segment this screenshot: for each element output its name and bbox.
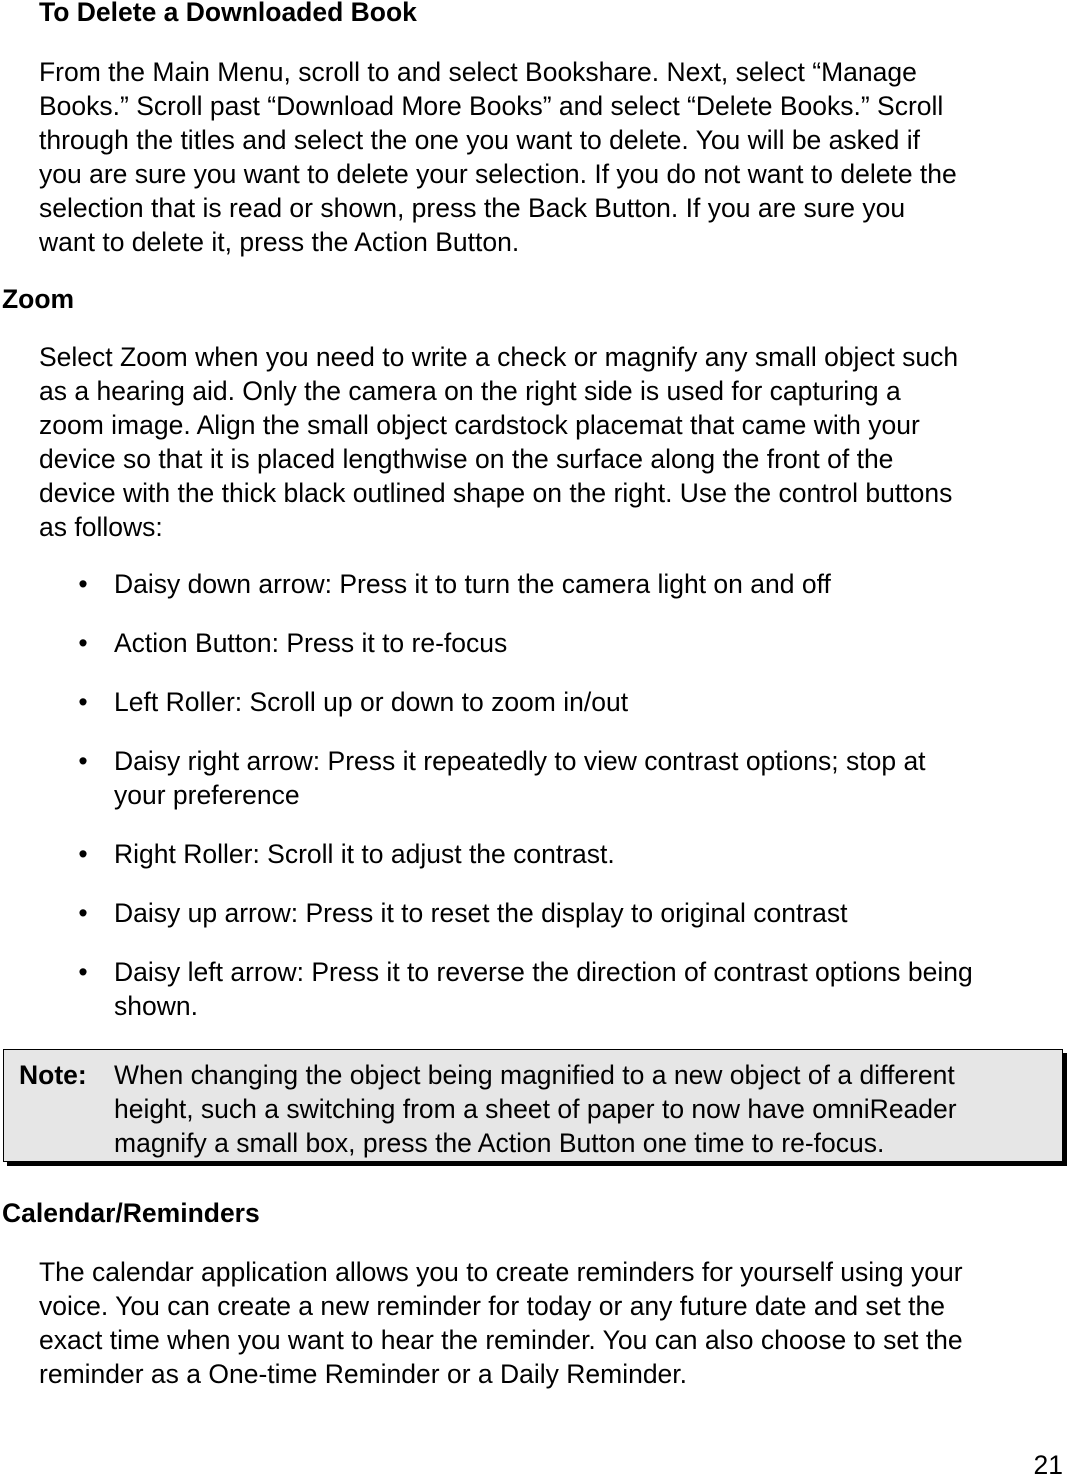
- paragraph-line: Books.” Scroll past “Download More Books” and select “Delete Books.” Scroll: [39, 91, 944, 121]
- paragraph-line: reminder as a One-time Reminder or a Daily Reminder.: [39, 1359, 688, 1389]
- bullet-icon: •: [78, 569, 88, 599]
- paragraph-line: zoom image. Align the small object cardstock placemat that came with your: [39, 410, 920, 440]
- list-item-text: Daisy right arrow: Press it repeatedly to view contrast options; stop at: [114, 746, 926, 776]
- note-line: When changing the object being magnified to a new object of a different: [114, 1060, 955, 1090]
- note-line: magnify a small box, press the Action Button one time to re-focus.: [114, 1128, 885, 1158]
- paragraph-line: you are sure you want to delete your selection. If you do not want to delete the: [39, 159, 957, 189]
- paragraph-line: selection that is read or shown, press the Back Button. If you are sure you: [39, 193, 906, 223]
- section-heading-calendar: Calendar/Reminders: [2, 1198, 260, 1228]
- list-item: [73, 837, 1068, 871]
- list-item-text: Daisy left arrow: Press it to reverse the direction of contrast options being: [114, 957, 973, 987]
- list-item-text: Daisy up arrow: Press it to reset the display to original contrast: [114, 898, 848, 928]
- paragraph-zoom-intro: [39, 340, 1067, 544]
- bullet-icon: •: [78, 687, 88, 717]
- note-line: height, such a switching from a sheet of paper to now have omniReader: [114, 1094, 957, 1124]
- list-item: [73, 955, 1068, 1023]
- note-text: [114, 1058, 1054, 1160]
- bullet-icon: •: [78, 839, 88, 869]
- note-box: [3, 1049, 1063, 1162]
- list-item-text: Left Roller: Scroll up or down to zoom in/out: [114, 687, 629, 717]
- list-item-text: Action Button: Press it to re-focus: [114, 628, 508, 658]
- paragraph-line: Select Zoom when you need to write a check or magnify any small object such: [39, 342, 959, 372]
- paragraph-calendar: [39, 1255, 1067, 1391]
- list-item-text: your preference: [114, 780, 300, 810]
- paragraph-line: From the Main Menu, scroll to and select Bookshare. Next, select “Manage: [39, 57, 917, 87]
- paragraph-line: voice. You can create a new reminder for today or any future date and set the: [39, 1291, 945, 1321]
- list-item: [73, 685, 1068, 719]
- section-heading-delete-book: To Delete a Downloaded Book: [39, 0, 417, 27]
- paragraph-delete-book: [39, 55, 1067, 259]
- note-label: Note:: [19, 1060, 87, 1090]
- paragraph-line: through the titles and select the one you want to delete. You will be asked if: [39, 125, 920, 155]
- list-item: [73, 896, 1068, 930]
- paragraph-line: device so that it is placed lengthwise on the surface along the front of the: [39, 444, 894, 474]
- bullet-icon: •: [78, 628, 88, 658]
- list-item: [73, 567, 1068, 601]
- paragraph-line: want to delete it, press the Action Button.: [39, 227, 520, 257]
- list-item-text: Daisy down arrow: Press it to turn the camera light on and off: [114, 569, 831, 599]
- section-heading-zoom: Zoom: [2, 284, 75, 314]
- paragraph-line: as follows:: [39, 512, 163, 542]
- list-item-text: shown.: [114, 991, 198, 1021]
- list-item: [73, 744, 1068, 812]
- paragraph-line: device with the thick black outlined shape on the right. Use the control buttons: [39, 478, 953, 508]
- paragraph-line: exact time when you want to hear the reminder. You can also choose to set the: [39, 1325, 963, 1355]
- page-number: 21: [1033, 1450, 1063, 1480]
- paragraph-line: The calendar application allows you to create reminders for yourself using your: [39, 1257, 963, 1287]
- list-item-text: Right Roller: Scroll it to adjust the contrast.: [114, 839, 615, 869]
- paragraph-line: as a hearing aid. Only the camera on the right side is used for capturing a: [39, 376, 901, 406]
- list-item: [73, 626, 1068, 660]
- bullet-icon: •: [78, 746, 88, 776]
- bullet-icon: •: [78, 957, 88, 987]
- bullet-icon: •: [78, 898, 88, 928]
